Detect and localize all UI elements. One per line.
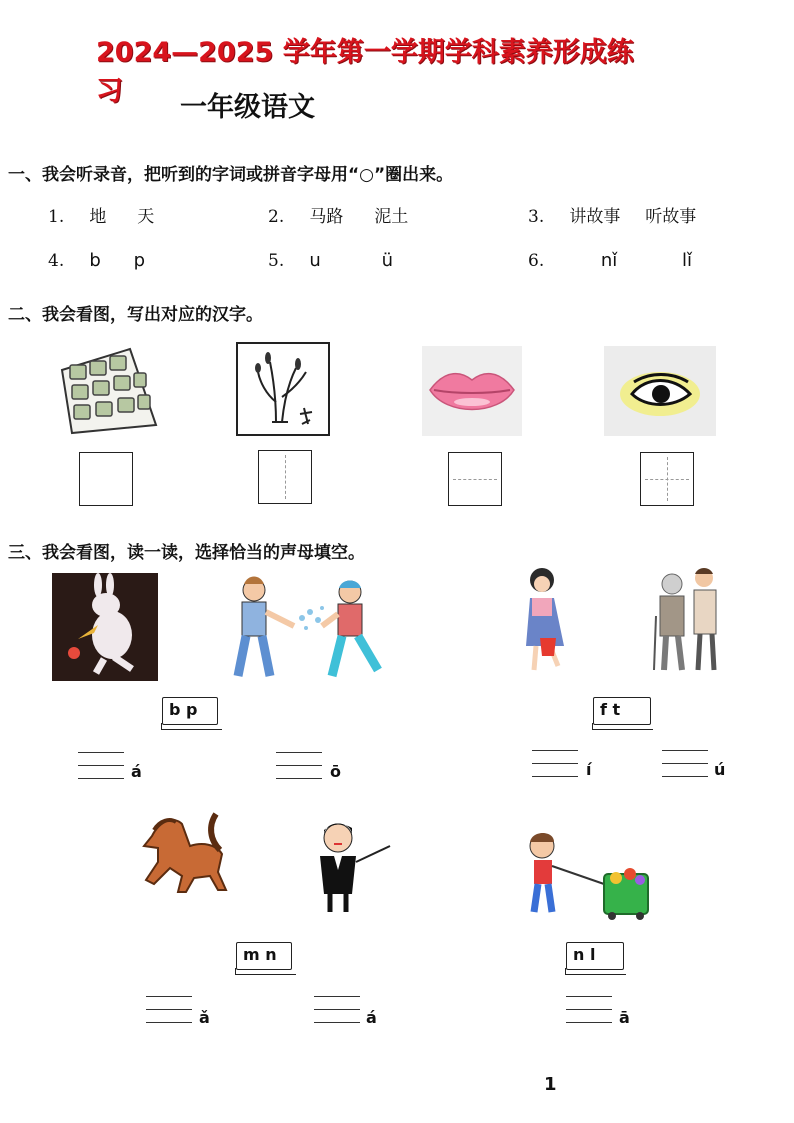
teacher-picture [292,816,392,914]
choice-b[interactable]: 听故事 [645,207,697,227]
option-card-b-p: b p [162,697,218,725]
question-6 [528,250,692,271]
question-4 [48,250,145,271]
answer-box-3[interactable] [448,452,502,506]
fill-lines-4[interactable] [662,750,708,789]
choice-b[interactable]: p [133,250,146,271]
horse-picture [130,806,230,898]
question-number: 5. [268,251,285,271]
question-number: 2. [268,207,285,227]
fill-lines-2[interactable] [276,752,322,791]
boy-cart-picture [520,826,660,922]
choice-a[interactable]: nǐ [600,250,618,271]
fill-lines-1[interactable] [78,752,124,791]
page-number: 1 [544,1074,557,1095]
rice-plant-picture [236,342,330,436]
question-number: 3. [528,207,545,227]
section-3-heading: 三、我会看图，读一读，选择恰当的声母填空。 [8,543,365,563]
choice-b[interactable]: ü [381,250,394,271]
vowel-label: ō [330,762,341,781]
page-title: 2024—2025 学年第一学期学科素养形成练习 [96,37,634,107]
fill-lines-3[interactable] [532,750,578,789]
option-card-m-n: m n [236,942,292,970]
vowel-label: á [131,762,142,781]
question-1 [48,202,154,227]
section-1-heading: 一、我会听录音，把听到的字词或拼音字母用“○”圈出来。 [8,165,454,185]
fill-lines-6[interactable] [314,996,360,1035]
question-number: 1. [48,207,65,227]
question-number: 6. [528,251,545,271]
elderly-couple-picture [650,566,728,676]
eye-picture [604,346,716,436]
answer-box-2[interactable] [258,450,312,504]
girl-watering-picture [520,566,590,678]
question-3 [528,202,696,227]
question-number: 4. [48,251,65,271]
lips-picture [422,346,522,436]
section-2-heading: 二、我会看图，写出对应的汉字。 [8,305,263,325]
fill-lines-5[interactable] [146,996,192,1035]
vowel-label: í [586,760,592,779]
answer-box-4[interactable] [640,452,694,506]
choice-a[interactable]: 马路 [309,207,344,227]
rabbit-picture [52,573,158,681]
option-card-n-l: n l [566,942,624,970]
question-2 [268,202,408,227]
field-grid-picture [50,345,160,437]
fill-lines-7[interactable] [566,996,612,1035]
vowel-label: ú [714,760,726,779]
choice-b[interactable]: 天 [137,207,155,227]
option-card-f-t: f t [593,697,651,725]
choice-a[interactable]: 讲故事 [569,207,621,227]
vowel-label: ǎ [199,1008,210,1027]
water-fight-picture [218,572,398,684]
choice-b[interactable]: 泥土 [374,207,409,227]
choice-a[interactable]: u [309,250,321,271]
page-subtitle: 一年级语文 [180,92,315,123]
choice-b[interactable]: lǐ [682,250,693,271]
vowel-label: á [366,1008,377,1027]
choice-a[interactable]: 地 [89,207,107,227]
question-5 [268,250,393,271]
vowel-label: ā [619,1008,630,1027]
choice-a[interactable]: b [89,250,101,271]
answer-box-1[interactable] [79,452,133,506]
